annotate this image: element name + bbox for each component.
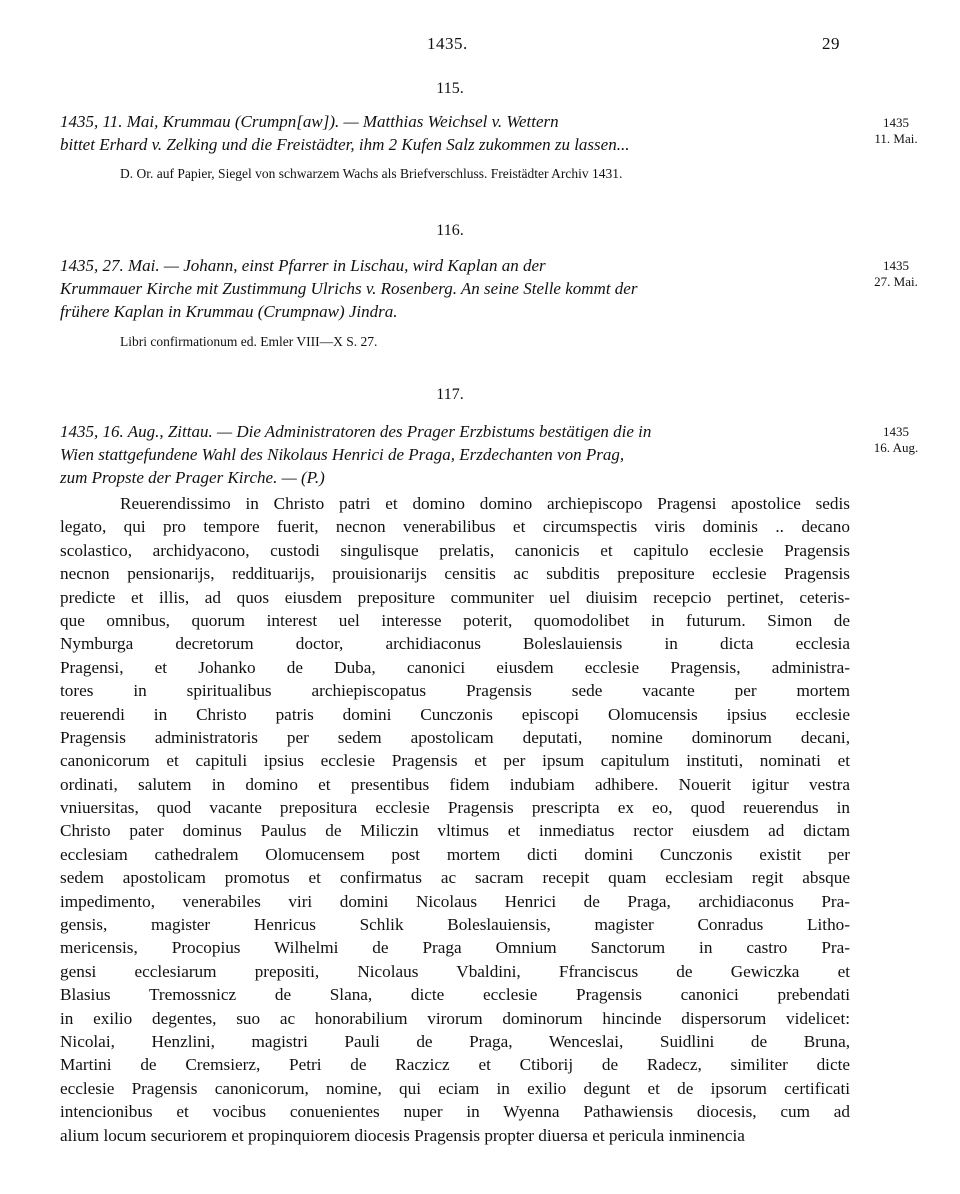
text-line: vniuersitas, quod vacante prepositura ecclesie Pragensis prescripta ex eo, quod reuerendus in	[60, 798, 850, 818]
text-line: que omnibus, quorum interest uel interesse poterit, quomodolibet in futurum. Simon de	[60, 610, 850, 630]
regest-line: Wien stattgefundene Wahl des Nikolaus Henrici de Praga, Erzdechanten von Prag,	[60, 445, 625, 464]
text-line: mericensis, Procopius Wilhelmi de Praga Omnium Sanctorum in castro Pra-	[60, 938, 850, 958]
text-line: intencionibus et vocibus conuenientes nuper in Wyenna Pathawiensis diocesis, cum ad	[60, 1102, 850, 1122]
entry-number-117: 117.	[436, 386, 464, 403]
page-number: 29	[822, 34, 840, 53]
margin-year: 1435	[883, 115, 909, 130]
text-line: Pragensi, et Johanko de Duba, canonici eiusdem ecclesie Pragensis, administra-	[60, 657, 850, 677]
text-line: alium locum securiorem et propinquiorem diocesis Pragensis propter diuersa et pericula inminencia	[60, 1125, 745, 1145]
regest-line: zum Propste der Prager Kirche. — (P.)	[60, 468, 325, 487]
text-line: gensis, magister Henricus Schlik Boleslauiensis, magister Conradus Litho-	[60, 915, 850, 935]
text-line: gensi ecclesiarum prepositi, Nicolaus Vbaldini, Ffranciscus de Gewiczka et	[60, 961, 850, 981]
regest-line: Krummauer Kirche mit Zustimmung Ulrichs v. Rosenberg. An seine Stelle kommt der	[60, 279, 638, 298]
entry-116-margin-date	[860, 258, 932, 290]
text-line: ecclesiam cathedralem Olomucensem post mortem dicti domini Cunczonis existit per	[60, 844, 850, 864]
entry-117-regest	[60, 420, 850, 489]
text-line: legato, qui pro tempore fuerit, necnon venerabilibus et circumspectis viris dominis .. decano	[60, 517, 850, 537]
entry-115-margin-date	[860, 115, 932, 147]
text-line: Nicolai, Henzlini, magistri Pauli de Praga, Wenceslai, Suidlini de Bruna,	[60, 1031, 850, 1051]
text-line: predicte et illis, ad quos eiusdem prepositure communiter uel diuisim recepcio pertinet, ceteris-	[60, 587, 850, 607]
text-line: Blasius Tremossnicz de Slana, dicte ecclesie Pragensis canonici prebendati	[60, 985, 850, 1005]
margin-day: 11. Mai.	[874, 131, 918, 146]
running-head-year: 1435.	[427, 34, 468, 53]
text-line: tores in spiritualibus archiepiscopatus Pragensis sede vacante per mortem	[60, 681, 850, 701]
entry-117-margin-date	[860, 424, 932, 456]
entry-116-regest	[60, 254, 850, 323]
text-line: ordinati, salutem in domino et presentibus fidem indubiam adhibere. Nouerit igitur vestra	[60, 774, 850, 794]
entry-115-source: D. Or. auf Papier, Siegel von schwarzem Wachs als Briefverschluss. Freistädter Archiv 1431.	[120, 166, 623, 181]
entry-115-regest	[60, 110, 850, 156]
text-line: Christo pater dominus Paulus de Miliczin vltimus et inmediatus rector eiusdem ad dictam	[60, 821, 850, 841]
margin-year: 1435	[883, 258, 909, 273]
text-line: Nymburga decretorum doctor, archidiaconus Boleslauiensis in dicta ecclesia	[60, 634, 850, 654]
text-line: impedimento, venerabiles viri domini Nicolaus Henrici de Praga, archidiaconus Pra-	[60, 891, 850, 911]
margin-year: 1435	[883, 424, 909, 439]
text-line: Martini de Cremsierz, Petri de Raczicz et Ctiborij de Radecz, similiter dicte	[60, 1055, 850, 1075]
entry-number-115: 115.	[436, 80, 464, 97]
text-line: Reuerendissimo in Christo patri et domino domino archiepiscopo Pragensi apostolice sedis	[120, 494, 850, 513]
text-line: necnon pensionarijs, reddituarijs, prouisionarijs censitis ac subditis prepositure ecclesie Pragensis	[60, 564, 850, 584]
regest-line: 1435, 11. Mai, Krummau (Crumpn[aw]). — Matthias Weichsel v. Wettern	[60, 112, 559, 131]
text-line: canonicorum et capituli ipsius ecclesie Pragensis et per ipsum capitulum instituti, nominati et	[60, 751, 850, 771]
text-line: scolastico, archidyacono, custodi singulisque prelatis, canonicis et capitulo ecclesie Pragensis	[60, 540, 850, 560]
entry-number-116: 116.	[436, 222, 464, 239]
text-line: sedem apostolicam promotus et confirmatus ac sacram recepit quam ecclesiam regit absque	[60, 868, 850, 888]
entry-116-source: Libri confirmationum ed. Emler VIII—X S. 27.	[120, 334, 378, 349]
regest-line: frühere Kaplan in Krummau (Crumpnaw) Jindra.	[60, 302, 398, 321]
margin-day: 27. Mai.	[874, 274, 918, 289]
text-line: reuerendi in Christo patris domini Cunczonis episcopi Olomucensis ipsius ecclesie	[60, 704, 850, 724]
regest-line: bittet Erhard v. Zelking und die Freistädter, ihm 2 Kufen Salz zukommen zu lassen...	[60, 135, 630, 154]
text-line: Pragensis administratoris per sedem apostolicam deputati, nomine dominorum decani,	[60, 727, 850, 747]
text-line: in exilio degentes, suo ac honorabilium virorum dominorum hincinde dispersorum videlicet:	[60, 1008, 850, 1028]
charter-text	[60, 492, 850, 1147]
text-line: ecclesie Pragensis canonicorum, nomine, qui eciam in exilio degunt et de ipsorum certificati	[60, 1078, 850, 1098]
margin-day: 16. Aug.	[873, 440, 919, 455]
regest-line: 1435, 27. Mai. — Johann, einst Pfarrer in Lischau, wird Kaplan an der	[60, 256, 546, 275]
regest-line: 1435, 16. Aug., Zittau. — Die Administratoren des Prager Erzbistums bestätigen die in	[60, 422, 652, 441]
